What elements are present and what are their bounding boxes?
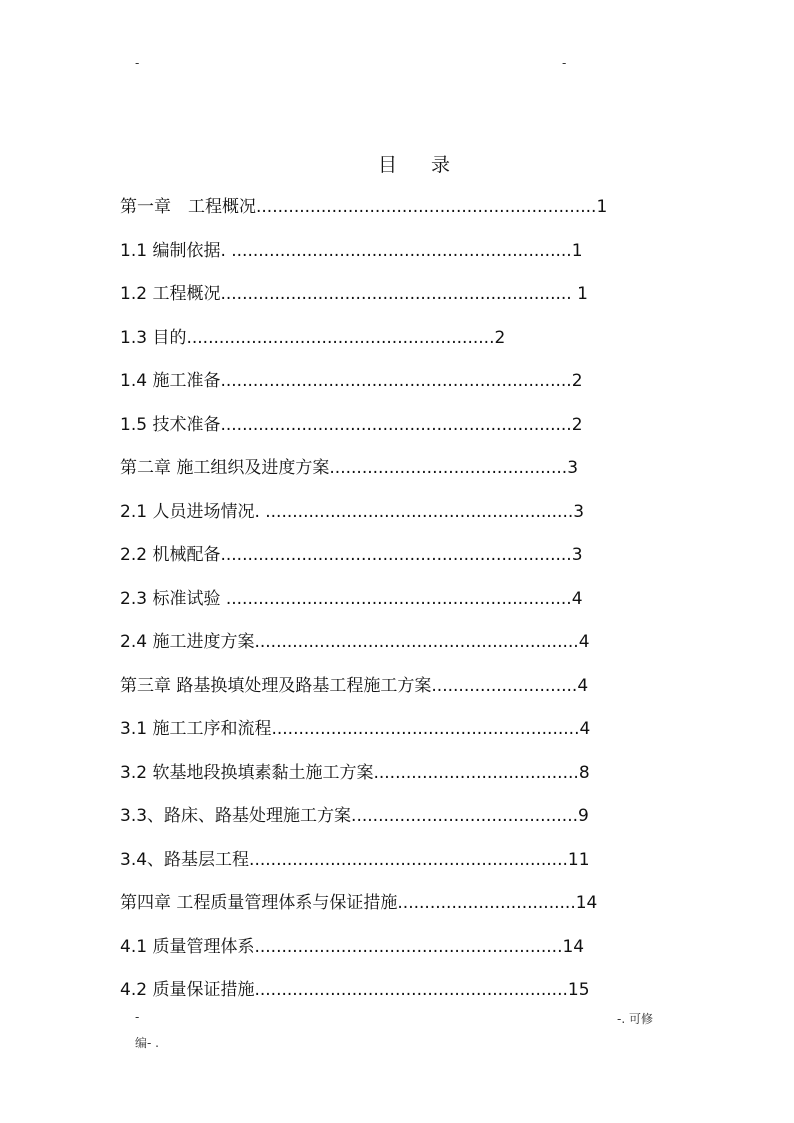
toc-entry[interactable] (120, 499, 584, 525)
toc-entry-page-number: 8 (578, 762, 590, 783)
toc-entry-page-number: 1 (577, 284, 588, 304)
toc-entry-label: 第三章 路基换填处理及路基工程施工方案 (120, 675, 432, 696)
toc-entry-leader-dots: .......................................................... (254, 980, 568, 1000)
toc-entry-label: 4.1 质量管理体系 (120, 936, 255, 957)
toc-entry-page-number: 4 (579, 719, 591, 739)
toc-entry-label: 1.1 编制依据. (120, 240, 232, 261)
footer-right-text: -. 可修 (617, 1012, 653, 1026)
toc-entry-leader-dots: ................................................................. (220, 284, 578, 304)
toc-title (378, 150, 450, 177)
toc-entry[interactable] (120, 890, 597, 916)
toc-entry-page-number: 4 (571, 588, 583, 609)
toc-entry-label: 1.4 施工准备 (120, 371, 221, 391)
toc-entry-label: 2.4 施工进度方案 (120, 632, 255, 652)
toc-entry-label: 3.4、路基层工程 (120, 849, 250, 870)
toc-entry[interactable] (120, 194, 607, 220)
toc-entry-leader-dots: ................................................................. (220, 545, 572, 565)
toc-entry[interactable] (120, 673, 588, 699)
toc-entry-label: 3.1 施工工序和流程 (120, 719, 272, 739)
toc-entry-leader-dots: ......................................................... (254, 936, 563, 957)
toc-entry[interactable] (120, 325, 505, 351)
toc-entry-label: 第四章 工程质量管理体系与保证措施 (120, 893, 398, 913)
toc-entry-leader-dots: ...................................... (373, 762, 579, 783)
toc-entry-page-number: 2 (494, 327, 506, 348)
toc-entry-page-number: 3 (573, 501, 585, 522)
toc-entry-label: 第一章 工程概况 (120, 197, 256, 217)
toc-entry[interactable] (120, 847, 590, 873)
toc-entry-leader-dots: ........................... (431, 675, 578, 696)
toc-entry-leader-dots: .......................................... (351, 806, 579, 826)
toc-entry-page-number: 3 (567, 458, 579, 478)
toc-entry-label: 第二章 施工组织及进度方案 (120, 458, 330, 478)
toc-title-part-1: 目 (378, 154, 398, 176)
toc-entry-label: 1.2 工程概况 (120, 284, 221, 304)
toc-entry-leader-dots: ......................................................... (265, 501, 574, 522)
toc-entry-leader-dots: ............................................................... (231, 240, 572, 261)
toc-entry-label: 2.2 机械配备 (120, 545, 221, 565)
toc-entry-page-number: 2 (571, 414, 583, 435)
toc-entry-page-number: 1 (596, 197, 608, 217)
toc-entry[interactable] (120, 803, 589, 829)
toc-entry[interactable] (120, 977, 590, 1003)
footer-left-mark: - (135, 1010, 140, 1024)
toc-entry[interactable] (120, 934, 584, 960)
toc-entry-page-number: 2 (571, 371, 583, 391)
toc-entry-leader-dots: ................................. (397, 893, 576, 913)
toc-entry-leader-dots: ......................................................... (186, 327, 495, 348)
toc-entry-label: 3.3、路床、路基处理施工方案 (120, 806, 352, 826)
toc-entry-page-number: 1 (571, 240, 583, 261)
toc-entry-page-number: 14 (575, 893, 598, 913)
toc-entry-page-number: 4 (578, 632, 590, 652)
toc-title-part-2: 录 (431, 154, 451, 176)
toc-entry-leader-dots: ................................................................. (220, 371, 572, 391)
toc-entry-leader-dots: ......................................................... (271, 719, 580, 739)
toc-entry-leader-dots: ............................................................... (256, 197, 597, 217)
toc-entry-page-number: 11 (567, 849, 590, 870)
toc-entry-leader-dots: ................................................................ (225, 588, 572, 609)
footer-bottom-text: 编- . (135, 1036, 159, 1050)
toc-entry[interactable] (120, 238, 583, 264)
toc-entry-leader-dots: ........................................................... (249, 849, 568, 870)
toc-entry-label: 3.2 软基地段换填素黏土施工方案 (120, 762, 374, 783)
toc-entry-leader-dots: ............................................ (329, 458, 568, 478)
toc-entry-label: 2.1 人员进场情况. (120, 501, 266, 522)
header-right-mark: - (562, 56, 567, 70)
toc-entry[interactable] (120, 368, 583, 394)
toc-entry-page-number: 3 (571, 545, 583, 565)
toc-entry[interactable] (120, 455, 578, 481)
toc-entry-label: 1.3 目的 (120, 327, 187, 348)
toc-entry-page-number: 15 (567, 980, 590, 1000)
toc-entry-label: 1.5 技术准备 (120, 414, 221, 435)
toc-entry-leader-dots: ................................................................. (220, 414, 572, 435)
toc-entry-label: 2.3 标准试验 (120, 588, 226, 609)
toc-entry[interactable] (120, 281, 588, 307)
toc-entry-page-number: 14 (562, 936, 585, 957)
toc-entry[interactable] (120, 586, 583, 612)
toc-entry-page-number: 9 (578, 806, 589, 826)
toc-entry-page-number: 4 (577, 675, 589, 696)
toc-entry[interactable] (120, 542, 583, 568)
header-left-mark: - (135, 56, 140, 70)
toc-entry[interactable] (120, 716, 590, 742)
toc-entry[interactable] (120, 412, 583, 438)
toc-entry[interactable] (120, 629, 590, 655)
toc-entry-label: 4.2 质量保证措施 (120, 980, 255, 1000)
toc-entry[interactable] (120, 760, 590, 786)
toc-entry-leader-dots: ............................................................ (254, 632, 579, 652)
